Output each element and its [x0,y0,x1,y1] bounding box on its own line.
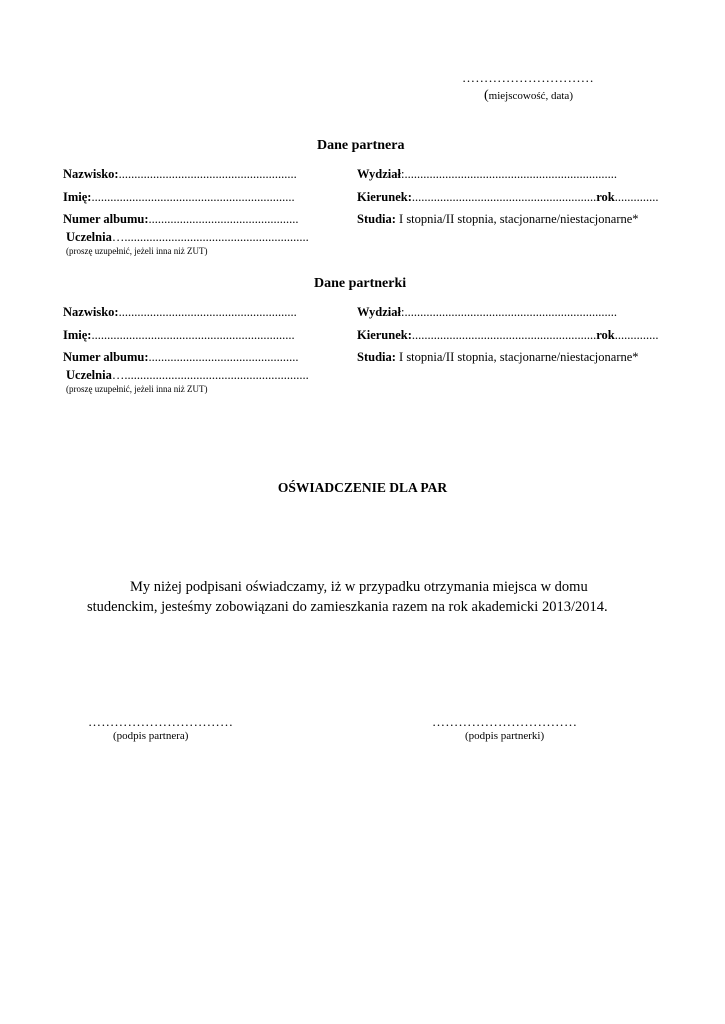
partner-album-dots: ................................................ [148,212,299,226]
place-date-line: ………………………… [462,70,594,85]
partnerka-university-field [66,368,309,383]
partner-university-label: Uczelnia [66,230,112,244]
place-date-paren: ( [484,88,489,103]
declaration-title: OŚWIADCZENIE DLA PAR [277,480,448,495]
partner-major-label: Kierunek: [357,190,412,204]
partner-year-label: rok [596,190,615,204]
partner-university-field [66,230,309,245]
partner-faculty-field [357,167,617,182]
partner-first-name-field [63,190,295,205]
partnerka-surname-label: Nazwisko: [63,305,119,319]
partner-surname-label: Nazwisko: [63,167,119,181]
partnerka-section-title: Dane partnerki [314,276,407,291]
partner-album-label: Numer albumu: [63,212,149,226]
partner-university-dots: …........................................................... [111,230,309,244]
partnerka-album-label: Numer albumu: [63,350,149,364]
partner-faculty-label: Wydział [357,167,401,181]
declaration-line-2: studenckim, jesteśmy zobowiązani do zamieszkania razem na rok akademicki 2013/2014. [87,599,608,615]
partner-faculty-dots: :.................................................................... [400,167,617,181]
partner-album-field [63,212,299,227]
partnerka-surname-dots: ......................................................... [118,305,297,319]
partner-surname-dots: ......................................................... [118,167,297,181]
partnerka-university-note: (proszę uzupełnić, jeżeli inna niż ZUT) [66,384,208,394]
partnerka-year-dots: .............. [614,328,659,342]
partnerka-university-label: Uczelnia [66,368,112,382]
partner-section-title: Dane partnera [317,138,405,153]
partner-studies-label: Studia: [357,212,396,226]
partnerka-signature-line: …………………………… [432,714,578,729]
partnerka-major-dots: ........................................................... [411,328,597,342]
place-date-label [484,88,573,104]
partnerka-first-name-label: Imię: [63,328,92,342]
partner-major-field [357,190,659,205]
declaration-line-1: My niżej podpisani oświadczamy, iż w przypadku otrzymania miejsca w domu [130,579,588,595]
partner-surname-field [63,167,297,182]
partnerka-studies-label: Studia: [357,350,396,364]
partner-first-name-label: Imię: [63,190,92,204]
partnerka-studies-field [357,350,639,365]
partnerka-year-label: rok [596,328,615,342]
partner-major-dots: ........................................................... [411,190,597,204]
partnerka-album-dots: ................................................ [148,350,299,364]
partnerka-major-label: Kierunek: [357,328,412,342]
partnerka-first-name-field [63,328,295,343]
partnerka-major-field [357,328,659,343]
partnerka-album-field [63,350,299,365]
partnerka-university-dots: …........................................................... [111,368,309,382]
partner-first-name-dots: ................................................................. [91,190,295,204]
partner-signature-line: …………………………… [88,714,234,729]
partner-signature-label: (podpis partnera) [113,730,189,742]
partnerka-faculty-dots: :.................................................................... [400,305,617,319]
partnerka-studies-value: I stopnia/II stopnia, stacjonarne/niestacjonarne* [395,350,639,364]
partner-studies-value: I stopnia/II stopnia, stacjonarne/niestacjonarne* [395,212,639,226]
place-date-label-text: miejscowość, data) [488,90,573,102]
partnerka-faculty-label: Wydział [357,305,401,319]
partner-university-note: (proszę uzupełnić, jeżeli inna niż ZUT) [66,246,208,256]
partnerka-surname-field [63,305,297,320]
partner-year-dots: .............. [614,190,659,204]
partnerka-signature-label: (podpis partnerki) [465,730,545,742]
partner-studies-field [357,212,639,227]
partnerka-first-name-dots: ................................................................. [91,328,295,342]
partnerka-faculty-field [357,305,617,320]
